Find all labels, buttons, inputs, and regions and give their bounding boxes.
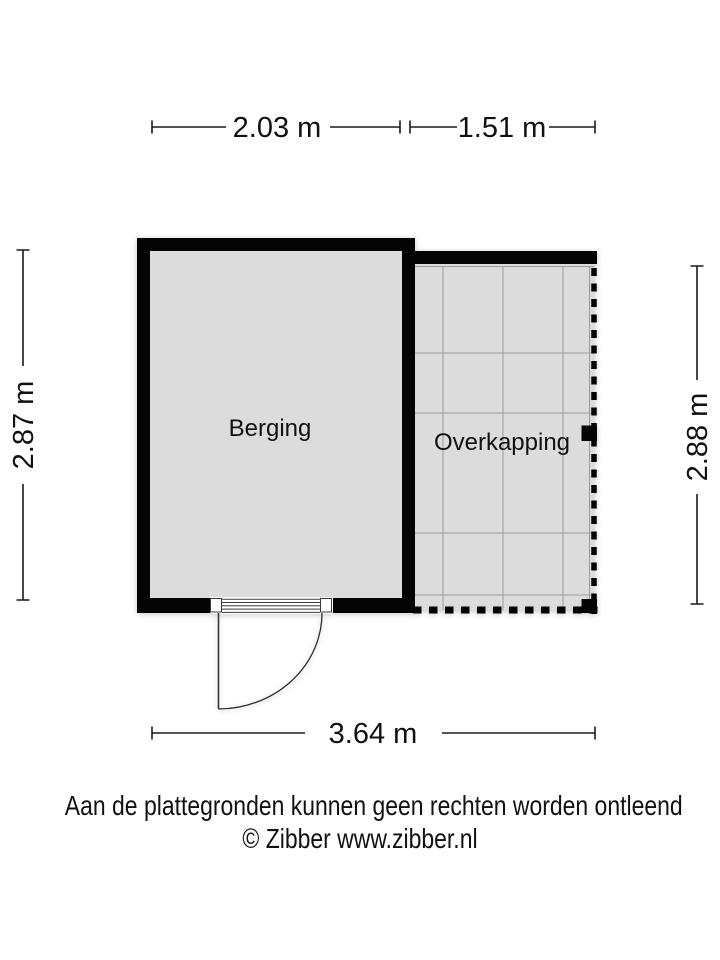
dimension-label-bottom: 3.64 m: [328, 718, 418, 750]
disclaimer-text: Aan de plattegronden kunnen geen rechten worden ontleend: [64, 790, 683, 821]
credit-text: © Zibber www.zibber.nl: [242, 823, 478, 854]
overkapping-top-wall: [415, 251, 597, 264]
berging-label: Berging: [228, 415, 312, 442]
floorplan-drawing: [137, 238, 598, 709]
door-jamb-right: [321, 599, 332, 613]
dimension-label-right: 2.88 m: [682, 392, 715, 482]
dimension-label-top-left: 2.03 m: [232, 112, 322, 144]
dimension-label-left: 2.87 m: [8, 380, 41, 470]
door-swing-arc: [219, 613, 323, 709]
overkapping-post-corner: [582, 599, 598, 613]
door-jamb-left: [211, 599, 222, 613]
footer: [0, 789, 720, 855]
dimension-label-top-right: 1.51 m: [457, 112, 547, 144]
overkapping-label: Overkapping: [433, 429, 571, 456]
overkapping-post-middle: [582, 426, 598, 442]
